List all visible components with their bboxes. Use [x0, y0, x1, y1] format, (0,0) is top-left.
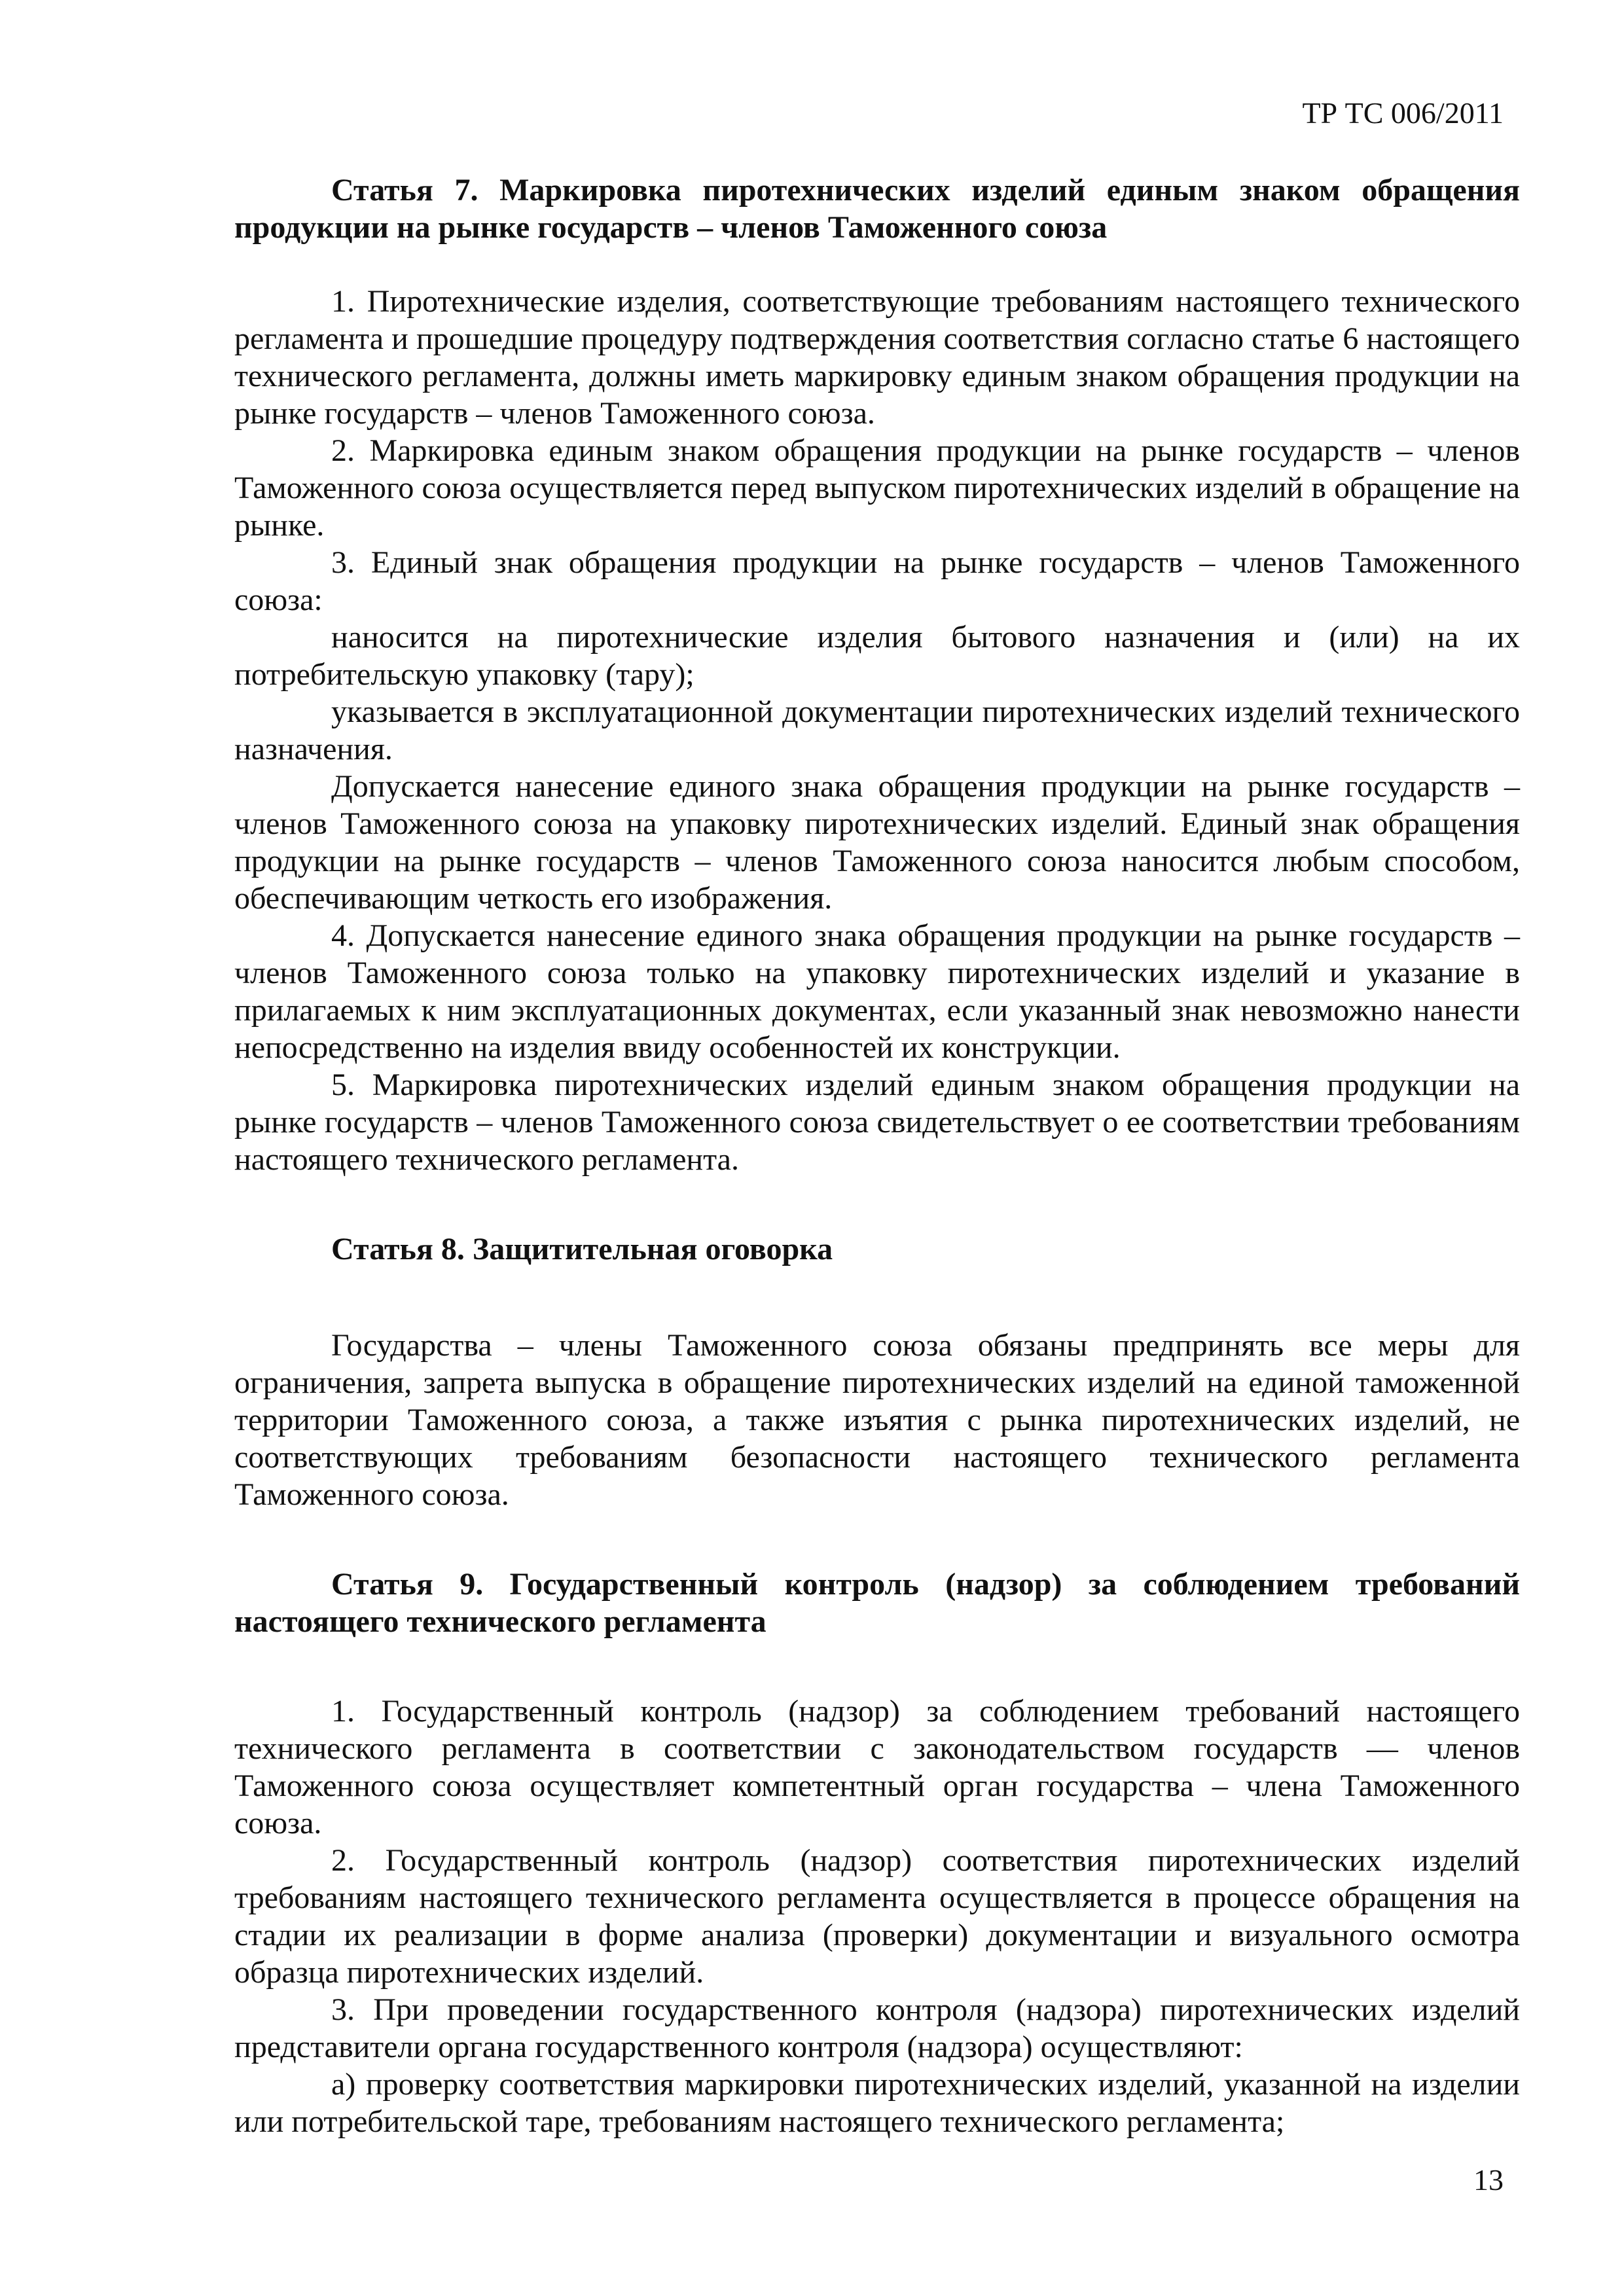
- article-7-paragraph: Допускается нанесение единого знака обращения продукции на рынке государств – членов Таможенного союза на упаковку пиротехнических изделий. Единый знак обращения продукции на рынке государств – членов Таможенного союза наносится любым способом, обеспечивающим четкость его изображения.: [234, 769, 1520, 916]
- article-9: [234, 1566, 1520, 2140]
- article-8-paragraph: Государства – члены Таможенного союза обязаны предпринять все меры для ограничения, запрета выпуска в обращение пиротехнических изделий на единой таможенной территории Таможенного союза, а также изъятия с рынка пиротехнических изделий, не соответствующих требованиям безопасности настоящего технического регламента Таможенного союза.: [234, 1328, 1520, 1512]
- article-7-paragraph: 5. Маркировка пиротехнических изделий единым знаком обращения продукции на рынке государств – членов Таможенного союза свидетельствует о ее соответствии требованиям настоящего технического регламента.: [234, 1067, 1520, 1177]
- spacer: [234, 246, 1520, 283]
- document-code-header: ТР ТС 006/2011: [1302, 96, 1504, 130]
- article-8-title: Статья 8. Защитительная оговорка: [331, 1232, 833, 1266]
- spacer: [234, 1178, 1520, 1230]
- page-number: 13: [1473, 2163, 1504, 2197]
- article-7-paragraph: указывается в эксплуатационной документации пиротехнических изделий технического назначения.: [234, 694, 1520, 766]
- article-7-title: Статья 7. Маркировка пиротехнических изделий единым знаком обращения продукции на рынке государств – членов Таможенного союза: [234, 173, 1520, 245]
- spacer: [234, 1640, 1520, 1693]
- article-7-paragraph: 1. Пиротехнические изделия, соответствующие требованиям настоящего технического регламента и прошедшие процедуру подтверждения соответствия согласно статье 6 настоящего технического регламента, должны иметь маркировку единым знаком обращения продукции на рынке государств – членов Таможенного союза.: [234, 284, 1520, 431]
- spacer: [234, 1513, 1520, 1566]
- article-9-title: Статья 9. Государственный контроль (надзор) за соблюдением требований настоящего технического регламента: [234, 1567, 1520, 1639]
- article-9-paragraph: 1. Государственный контроль (надзор) за соблюдением требований настоящего технического регламента в соответствии с законодательством государств — членов Таможенного союза осуществляет компетентный орган государства – члена Таможенного союза.: [234, 1694, 1520, 1840]
- article-7: [234, 171, 1520, 1178]
- article-7-paragraph: 3. Единый знак обращения продукции на рынке государств – членов Таможенного союза:: [234, 545, 1520, 617]
- spacer: [234, 1268, 1520, 1327]
- article-9-paragraph: 3. При проведении государственного контроля (надзора) пиротехнических изделий представители органа государственного контроля (надзора) осуществляют:: [234, 1992, 1520, 2064]
- document-body: [234, 171, 1520, 2140]
- article-7-paragraph: наносится на пиротехнические изделия бытового назначения и (или) на их потребительскую упаковку (тару);: [234, 620, 1520, 692]
- article-7-paragraph: 2. Маркировка единым знаком обращения продукции на рынке государств – членов Таможенного союза осуществляется перед выпуском пиротехнических изделий в обращение на рынке.: [234, 433, 1520, 543]
- article-9-paragraph: 2. Государственный контроль (надзор) соответствия пиротехнических изделий требованиям настоящего технического регламента осуществляется в процессе обращения на стадии их реализации в форме анализа (проверки) документации и визуального осмотра образца пиротехнических изделий.: [234, 1843, 1520, 1990]
- article-8: [234, 1230, 1520, 1513]
- article-9-paragraph: а) проверку соответствия маркировки пиротехнических изделий, указанной на изделии или потребительской таре, требованиям настоящего технического регламента;: [234, 2067, 1520, 2139]
- article-7-paragraph: 4. Допускается нанесение единого знака обращения продукции на рынке государств – членов Таможенного союза только на упаковку пиротехнических изделий и указание в прилагаемых к ним эксплуатационных документах, если указанный знак невозможно нанести непосредственно на изделия ввиду особенностей их конструкции.: [234, 918, 1520, 1065]
